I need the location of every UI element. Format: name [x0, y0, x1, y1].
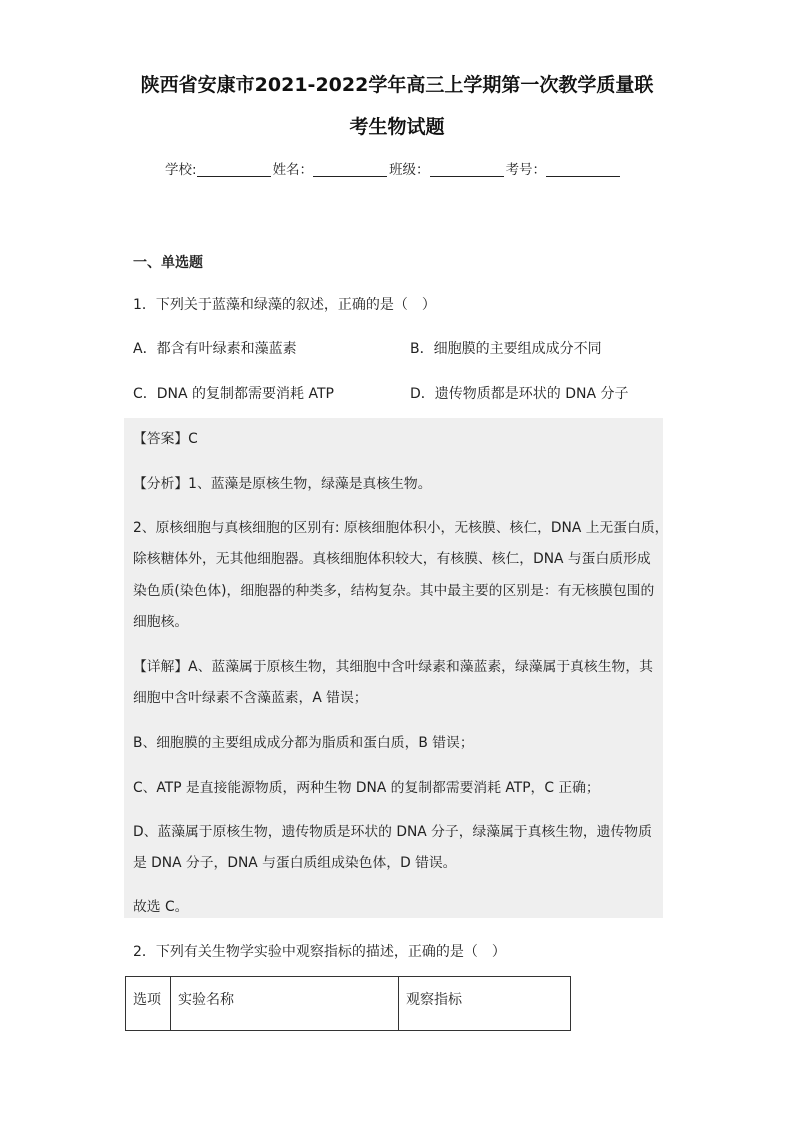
question1-option-a: A．都含有叶绿素和藻蓝素: [133, 341, 297, 357]
detail-line: 是 DNA 分子，DNA 与蛋白质组成染色体，D 错误。: [133, 855, 457, 871]
question1-stem: 1．下列关于蓝藻和绿藻的叙述，正确的是（ ）: [133, 297, 436, 313]
class-label: 班级：: [389, 162, 430, 178]
analysis-paragraph-line: 细胞核。: [133, 614, 189, 630]
conclusion-line: 故选 C。: [133, 899, 189, 915]
question1-option-b: B．细胞膜的主要组成成分不同: [410, 341, 602, 357]
school-blank: [197, 162, 271, 177]
school-label: 学校:: [165, 162, 197, 178]
question2-table: [125, 976, 571, 1031]
detail-line: 【详解】A、蓝藻属于原核生物，其细胞中含叶绿素和藻蓝素，绿藻属于真核生物，其: [133, 659, 653, 675]
exam-title-line1: 陕西省安康市2021-2022学年高三上学期第一次教学质量联: [140, 74, 654, 96]
table-header-indicator: 观察指标: [406, 992, 462, 1008]
class-blank: [430, 162, 504, 177]
detail-line: B、细胞膜的主要组成成分都为脂质和蛋白质，B 错误；: [133, 735, 474, 751]
question2-stem: 2．下列有关生物学实验中观察指标的描述，正确的是（ ）: [133, 944, 506, 960]
question1-option-d: D．遗传物质都是环状的 DNA 分子: [410, 386, 629, 402]
analysis-paragraph-line: 2、原核细胞与真核细胞的区别有: 原核细胞体积小，无核膜、核仁，DNA 上无蛋白质，: [133, 520, 669, 536]
analysis-line: 【分析】1、蓝藻是原核生物，绿藻是真核生物。: [133, 476, 432, 492]
section-title: 一、单选题: [133, 255, 203, 271]
detail-line: C、ATP 是直接能源物质，两种生物 DNA 的复制都需要消耗 ATP，C 正确；: [133, 780, 600, 796]
detail-line: D、蓝藻属于原核生物，遗传物质是环状的 DNA 分子，绿藻属于真核生物，遗传物质: [133, 824, 652, 840]
exam-number-blank: [546, 162, 620, 177]
table-header-option: 选项: [126, 977, 171, 1030]
exam-number-label: 考号：: [505, 162, 547, 178]
student-info-line: [165, 158, 622, 178]
name-blank: [313, 162, 387, 177]
analysis-paragraph-line: 染色质(染色体)，细胞器的种类多，结构复杂。其中最主要的区别是：有无核膜包围的: [133, 583, 655, 599]
answer-line: 【答案】C: [133, 431, 198, 447]
detail-line: 细胞中含叶绿素不含藻蓝素，A 错误；: [133, 690, 368, 706]
name-label: 姓名：: [272, 162, 314, 178]
exam-title-line2: 考生物试题: [349, 116, 445, 138]
table-header-experiment: 实验名称: [171, 977, 399, 1030]
question1-option-c: C．DNA 的复制都需要消耗 ATP: [133, 386, 334, 402]
analysis-paragraph-line: 除核糖体外，无其他细胞器。真核细胞体积较大，有核膜、核仁，DNA 与蛋白质形成: [133, 551, 651, 567]
